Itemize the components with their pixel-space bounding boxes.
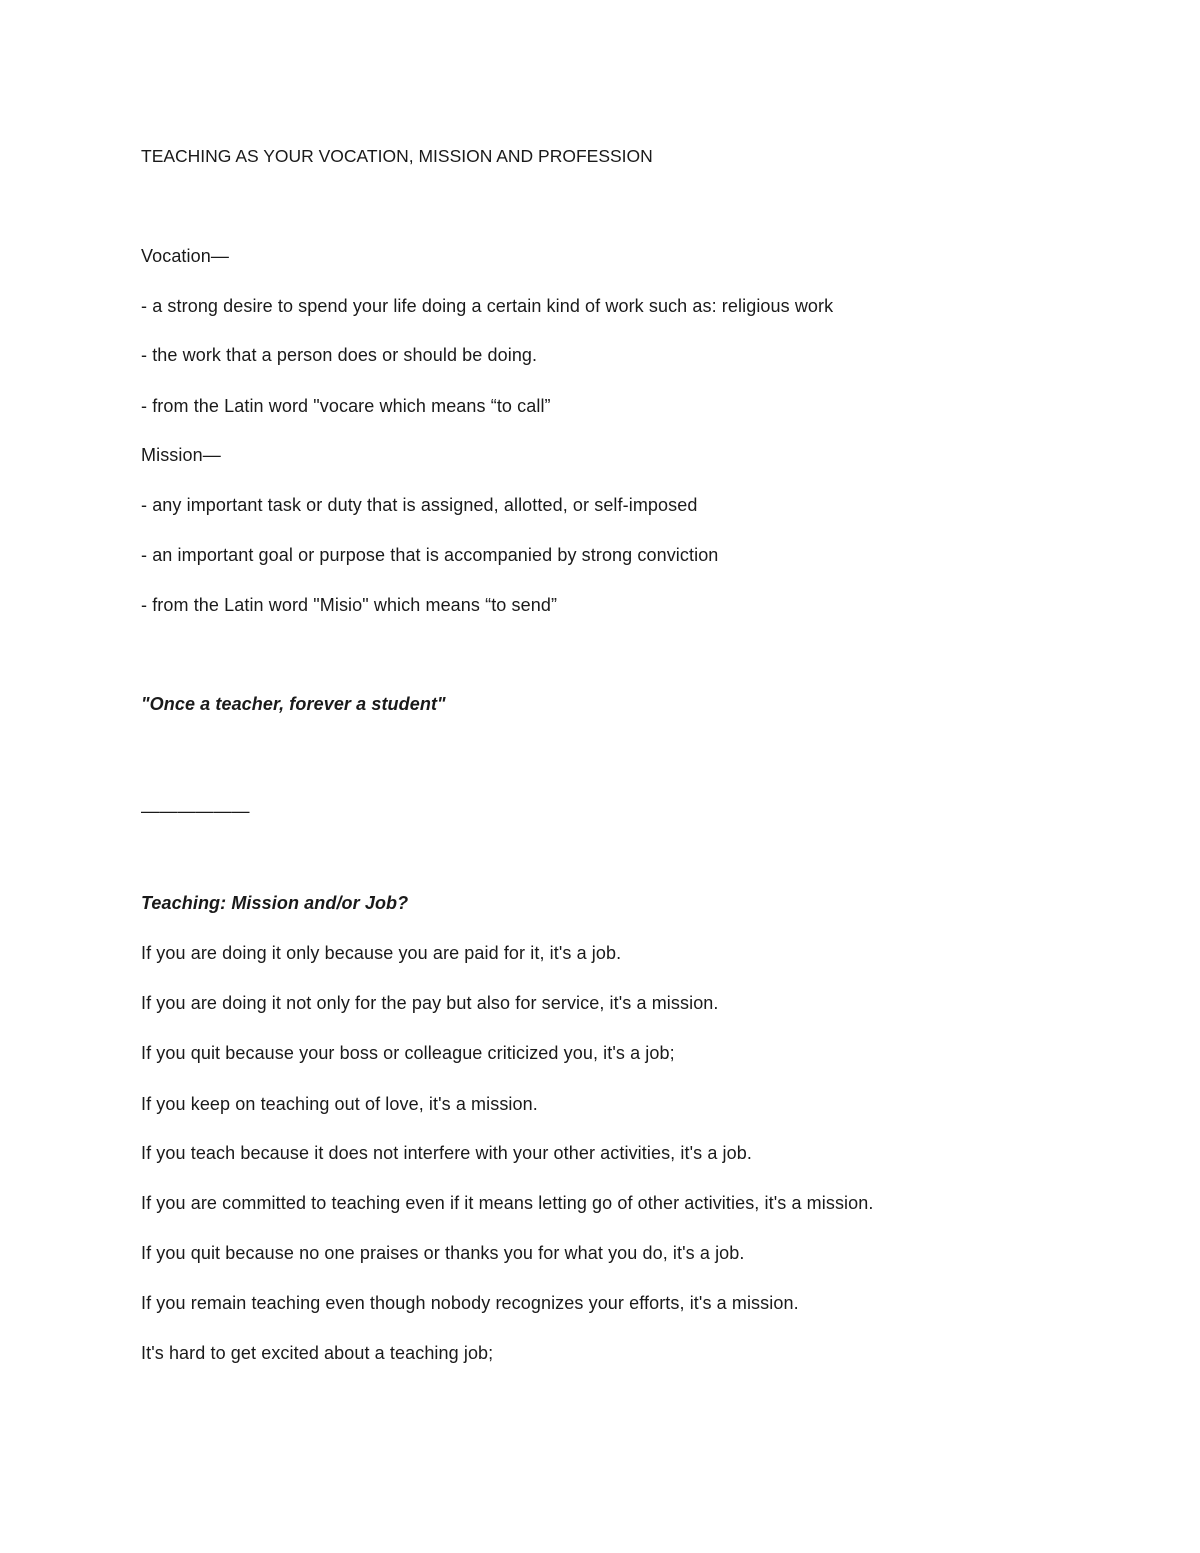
- comparison-line-4: If you keep on teaching out of love, it's a mission.: [141, 1094, 538, 1114]
- comparison-line-9: It's hard to get excited about a teaching job;: [141, 1343, 494, 1363]
- mission-definition-1: - any important task or duty that is assigned, allotted, or self-imposed: [141, 495, 698, 515]
- comparison-line-7: If you quit because no one praises or thanks you for what you do, it's a job.: [141, 1243, 745, 1263]
- comparison-line-1: If you are doing it only because you are paid for it, it's a job.: [141, 943, 622, 963]
- vocation-heading: Vocation—: [141, 246, 229, 266]
- comparison-line-5: If you teach because it does not interfere with your other activities, it's a job.: [141, 1143, 752, 1163]
- vocation-etymology: - from the Latin word "vocare which means “to call”: [141, 396, 551, 416]
- comparison-line-2: If you are doing it not only for the pay but also for service, it's a mission.: [141, 993, 719, 1013]
- comparison-line-3: If you quit because your boss or colleague criticized you, it's a job;: [141, 1043, 675, 1063]
- vocation-definition-1: - a strong desire to spend your life doing a certain kind of work such as: religious work: [141, 296, 834, 316]
- mission-etymology: - from the Latin word "Misio" which means “to send”: [141, 595, 558, 615]
- separator-line: ——————: [141, 801, 250, 821]
- mission-definition-2: - an important goal or purpose that is accompanied by strong conviction: [141, 545, 719, 565]
- section-heading: Teaching: Mission and/or Job?: [141, 893, 409, 913]
- quote: "Once a teacher, forever a student": [141, 694, 446, 714]
- comparison-line-6: If you are committed to teaching even if it means letting go of other activities, it's a mission.: [141, 1193, 874, 1213]
- comparison-line-8: If you remain teaching even though nobody recognizes your efforts, it's a mission.: [141, 1293, 799, 1313]
- mission-heading: Mission—: [141, 445, 221, 465]
- document-title: TEACHING AS YOUR VOCATION, MISSION AND PROFESSION: [141, 146, 653, 166]
- vocation-definition-2: - the work that a person does or should be doing.: [141, 345, 538, 365]
